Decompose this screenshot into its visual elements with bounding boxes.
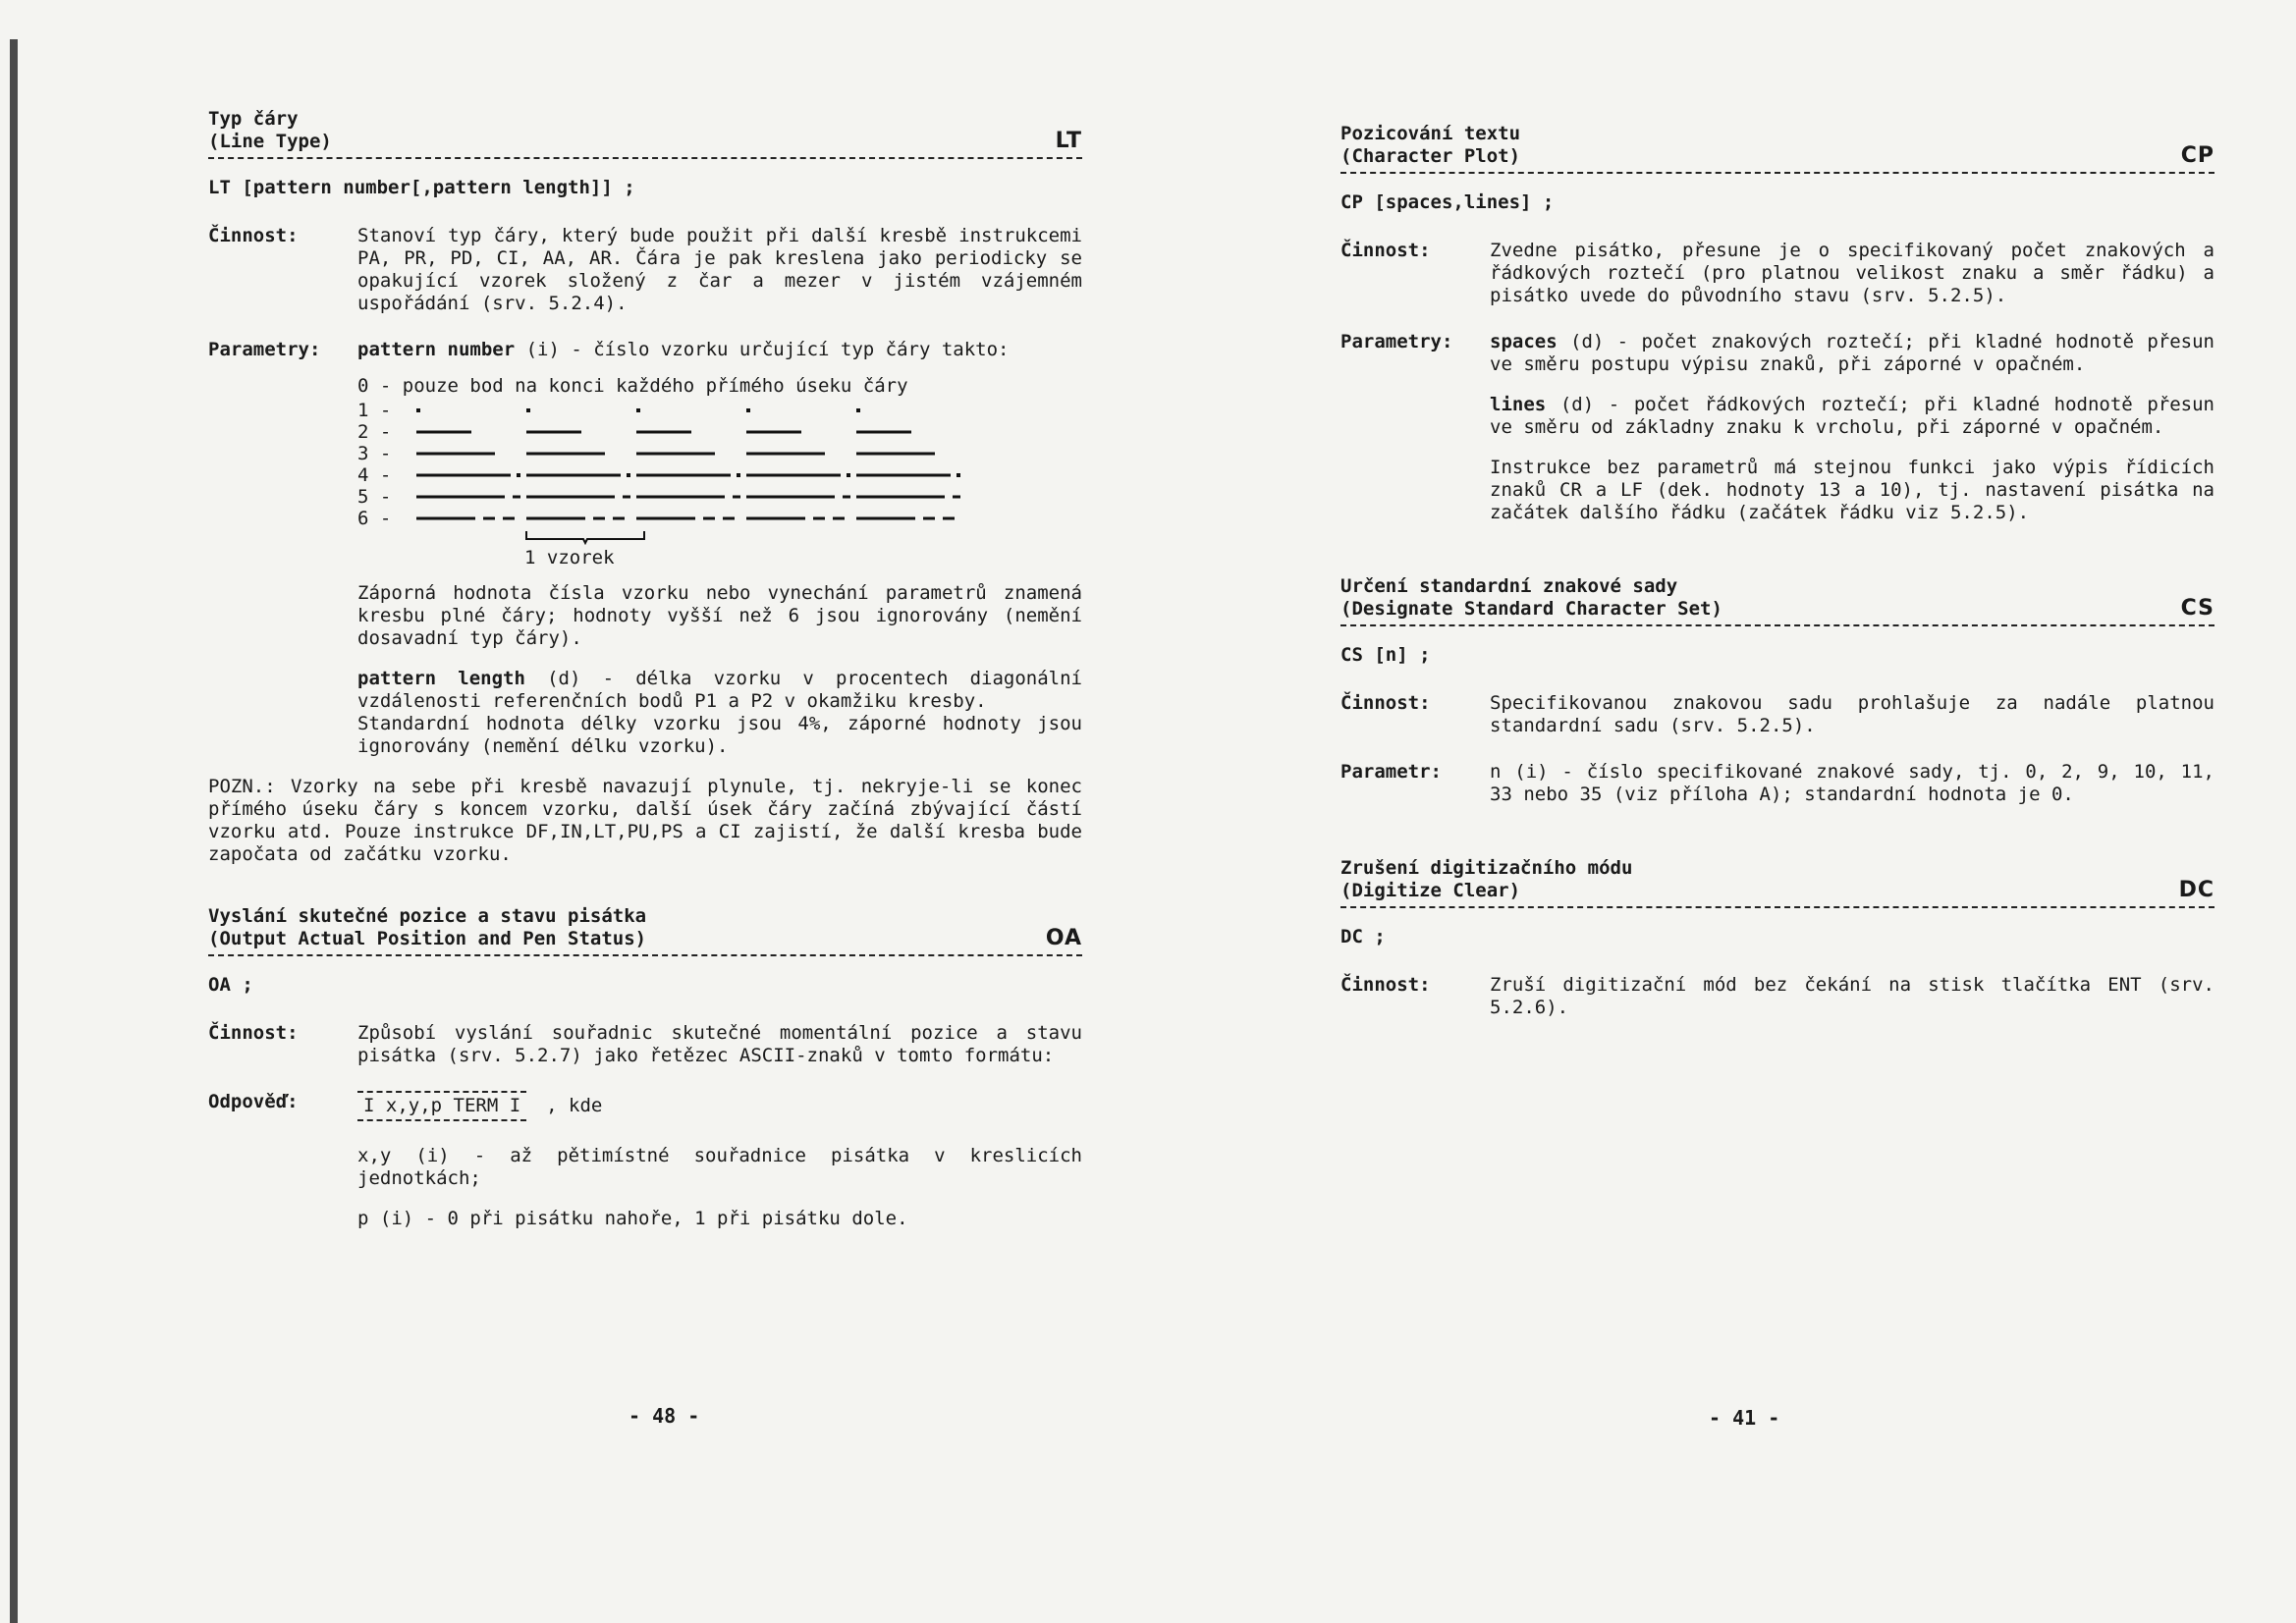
lt-pattern-num: 3 -	[357, 443, 392, 464]
lt-pattern-1	[357, 400, 1082, 421]
cp-mnemonic: CP	[2180, 143, 2214, 168]
cs-title-en: (Designate Standard Character Set)	[1340, 598, 1722, 620]
lt-pattern-2	[357, 421, 1082, 443]
cs-param-row	[1340, 761, 2214, 806]
line-pattern-1-icon	[416, 400, 966, 421]
cp-section-header	[1340, 123, 2214, 174]
cp-spaces-desc: (d) - počet znakových roztečí; při kladné hodnotě přesun ve směru postupu výpisu znaků, při záporné v opačném.	[1490, 331, 2214, 375]
oa-title-en: (Output Actual Position and Pen Status)	[208, 928, 647, 949]
oa-cinnost-row	[208, 1022, 1082, 1067]
lt-title-en: (Line Type)	[208, 131, 332, 152]
cs-cinnost-row	[1340, 692, 2214, 737]
line-pattern-6-icon	[416, 508, 966, 529]
lt-pattern-3	[357, 443, 1082, 464]
lt-cinnost-label: Činnost:	[208, 225, 299, 246]
lt-pattern-0: 0 - pouze bod na konci každého přímého úseku čáry	[357, 375, 908, 397]
lt-param-row	[208, 339, 1082, 361]
left-page	[208, 0, 1082, 1623]
oa-section-header	[208, 905, 1082, 956]
dc-cinnost-row	[1340, 974, 2214, 1019]
lt-plength-text	[357, 668, 1082, 713]
lt-pattern-num: 5 -	[357, 486, 392, 508]
cs-syntax: CS [n] ;	[1340, 644, 1431, 666]
page-number-right: - 41 -	[1709, 1406, 1780, 1430]
lt-cinnost-text: Stanoví typ čáry, který bude použit při další kresbě instrukcemi PA, PR, PD, CI, AA, AR. Čára je pak kreslena jako periodicky se opakující vzorek složený z čar a mezer v jistém vzájemném uspořádání (srv. 5.2.4).	[357, 225, 1082, 314]
cs-param-label: Parametr:	[1340, 761, 1442, 783]
line-pattern-3-icon	[416, 443, 966, 464]
cs-cinnost-label: Činnost:	[1340, 692, 1431, 714]
lt-pattern-6	[357, 508, 1082, 529]
cp-cinnost-row	[1340, 240, 2214, 307]
dc-cinnost-text: Zruší digitizační mód bez čekání na stisk tlačítka ENT (srv. 5.2.6).	[1490, 974, 2214, 1018]
lt-section-header	[208, 108, 1082, 159]
cp-spaces-name: spaces	[1490, 331, 1558, 352]
cs-mnemonic: CS	[2180, 596, 2214, 621]
dc-section-header	[1340, 857, 2214, 908]
oa-odpoved-row	[208, 1091, 1082, 1121]
cp-spaces-text	[1490, 331, 2214, 376]
oa-syntax: OA ;	[208, 974, 253, 996]
lt-vzorek-label: 1 vzorek	[524, 547, 615, 568]
cp-title-en: (Character Plot)	[1340, 145, 1521, 167]
lt-param-label: Parametry:	[208, 339, 321, 360]
oa-cinnost-text: Způsobí vyslání souřadnic skutečné momentální pozice a stavu pisátka (srv. 5.2.7) jako řetězec ASCII-znaků v tomto formátu:	[357, 1022, 1082, 1066]
lt-pattern-5	[357, 486, 1082, 508]
brace-icon	[524, 529, 646, 545]
cp-lines-desc: (d) - počet řádkových roztečí; při kladné hodnotě přesun ve směru od základny znaku k vrcholu, při záporné v opačném.	[1490, 394, 2214, 438]
oa-response-format: I x,y,p TERM I	[357, 1091, 526, 1121]
lt-pattern-num: 2 -	[357, 421, 392, 443]
right-page	[1340, 0, 2214, 1623]
lt-pattern-4	[357, 464, 1082, 486]
page-number-left: - 48 -	[629, 1404, 700, 1428]
lt-pattern-num: 1 -	[357, 400, 392, 421]
dc-syntax: DC ;	[1340, 926, 1386, 947]
lt-title-cz: Typ čáry	[208, 108, 299, 130]
oa-p-text: p (i) - 0 při pisátku nahoře, 1 při pisátku dole.	[357, 1208, 908, 1229]
lt-plength-name: pattern length	[357, 668, 525, 689]
dc-cinnost-label: Činnost:	[1340, 974, 1431, 996]
oa-mnemonic: OA	[1045, 926, 1082, 950]
lt-negative-text: Záporná hodnota čísla vzorku nebo vynechání parametrů znamená kresbu plné čáry; hodnoty vyšší než 6 jsou ignorovány (nemění dosavadní typ čáry).	[357, 582, 1082, 649]
cp-param-row	[1340, 331, 2214, 376]
binding-strip	[10, 39, 18, 1623]
cs-title-cz: Určení standardní znakové sady	[1340, 575, 1678, 597]
dc-title-cz: Zrušení digitizačního módu	[1340, 857, 1633, 879]
lt-param-desc: (i) - číslo vzorku určující typ čáry takto:	[515, 339, 1010, 360]
lt-pattern-num: 4 -	[357, 464, 392, 486]
lt-syntax: LT [pattern number[,pattern length]] ;	[208, 177, 635, 198]
oa-xy-text: x,y (i) - až pětimístné souřadnice pisátka v kreslicích jednotkách;	[357, 1145, 1082, 1189]
cp-lines-text	[1490, 394, 2214, 439]
lt-pattern-num: 6 -	[357, 508, 392, 529]
cp-param-label: Parametry:	[1340, 331, 1453, 352]
cs-cinnost-text: Specifikovanou znakovou sadu prohlašuje za nadále platnou standardní sadu (srv. 5.2.5).	[1490, 692, 2214, 736]
cp-cinnost-label: Činnost:	[1340, 240, 1431, 261]
cp-lines-name: lines	[1490, 394, 1547, 415]
lt-param-text	[357, 339, 1082, 361]
dc-mnemonic: DC	[2178, 878, 2214, 902]
lt-plength-desc: (d) - délka vzorku v procentech diagonální vzdálenosti referenčních bodů P1 a P2 v okamžiku kresby.	[357, 668, 1082, 712]
line-pattern-5-icon	[416, 486, 966, 508]
lt-param-name: pattern number	[357, 339, 516, 360]
lt-pattern-list	[357, 375, 1082, 572]
oa-title-cz: Vyslání skutečné pozice a stavu pisátka	[208, 905, 647, 927]
cp-title-cz: Pozicování textu	[1340, 123, 1521, 144]
lt-mnemonic: LT	[1055, 129, 1082, 153]
cs-param-text: n (i) - číslo specifikované znakové sady, tj. 0, 2, 9, 10, 11, 33 nebo 35 (viz příloha A); standardní hodnota je 0.	[1490, 761, 2214, 805]
line-pattern-2-icon	[416, 421, 966, 443]
lt-note: POZN.: Vzorky na sebe při kresbě navazují plynule, tj. nekryje-li se konec přímého úseku čáry s koncem vzorku, další úsek čáry začíná zbývající částí vzorku atd. Pouze instrukce DF,IN,LT,PU,PS a CI zajistí, že další kresba bude započata od začátku vzorku.	[208, 776, 1082, 865]
lt-vzorek-annotation	[357, 529, 1082, 572]
oa-odpoved-kde: , kde	[546, 1095, 603, 1116]
dc-title-en: (Digitize Clear)	[1340, 880, 1521, 901]
cp-instr-text: Instrukce bez parametrů má stejnou funkci jako výpis řídicích znaků CR a LF (dek. hodnoty 13 a 10), tj. nastavení pisátka na začátek dalšího řádku (začátek řádku viz 5.2.5).	[1490, 457, 2214, 523]
oa-odpoved-label: Odpověď:	[208, 1091, 299, 1112]
cp-cinnost-text: Zvedne pisátko, přesune je o specifikovaný počet znakových a řádkových roztečí (pro platnou velikost znaku a směr řádku) a pisátko uvede do původního stavu (srv. 5.2.5).	[1490, 240, 2214, 306]
lt-plength-std: Standardní hodnota délky vzorku jsou 4%, záporné hodnoty jsou ignorovány (nemění délku vzorku).	[357, 713, 1082, 757]
cp-syntax: CP [spaces,lines] ;	[1340, 191, 1555, 213]
lt-cinnost-row	[208, 225, 1082, 315]
line-pattern-4-icon	[416, 464, 966, 486]
oa-cinnost-label: Činnost:	[208, 1022, 299, 1044]
oa-odpoved-text	[357, 1091, 1082, 1121]
cs-section-header	[1340, 575, 2214, 626]
